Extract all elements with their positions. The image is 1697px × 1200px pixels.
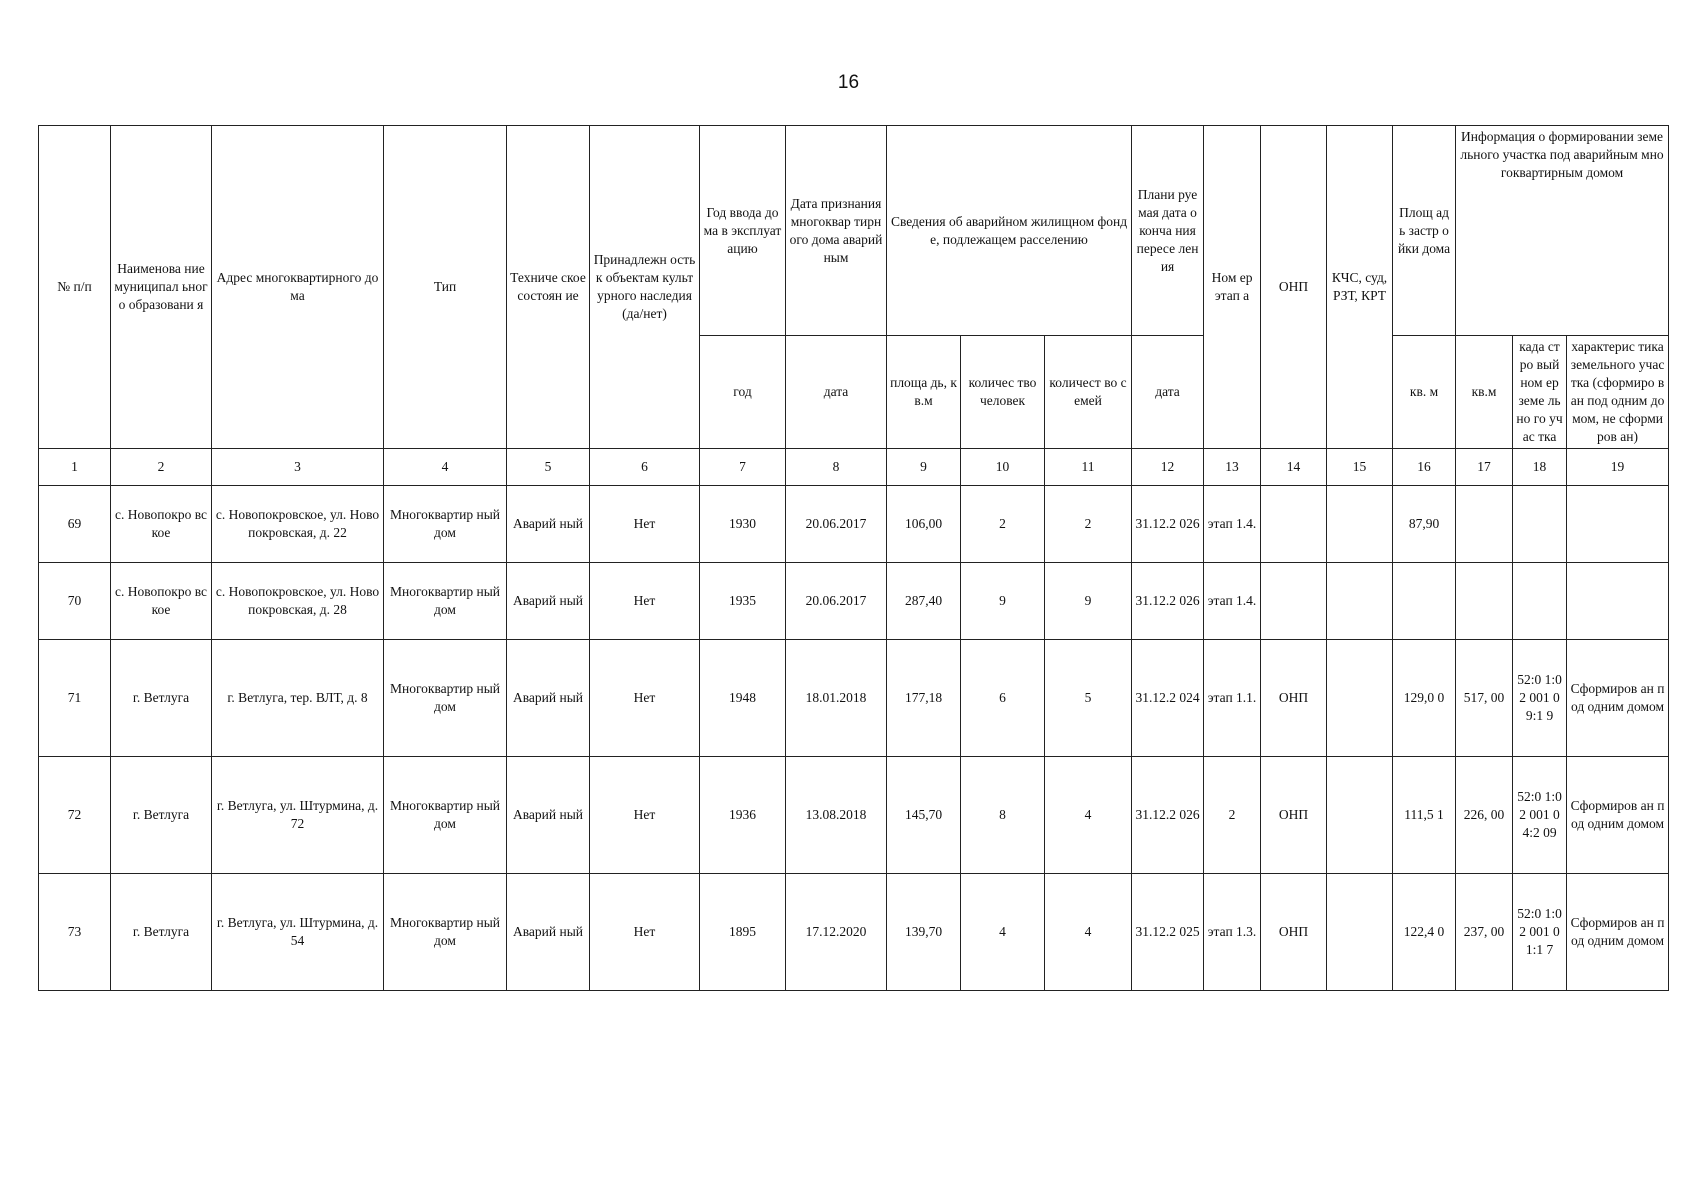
cell-plot-area: 517, 00 — [1456, 640, 1513, 757]
subheader-family-count: количест во семей — [1045, 336, 1132, 449]
header-address: Адрес многоквартирного дома — [212, 126, 384, 449]
cell-plot-characteristic — [1567, 486, 1669, 563]
column-number: 8 — [786, 449, 887, 486]
cell-type: Многоквартир ный дом — [384, 486, 507, 563]
cell-people-count: 4 — [961, 874, 1045, 991]
cell-cultural-heritage: Нет — [590, 563, 700, 640]
cell-kchs — [1327, 757, 1393, 874]
column-number: 2 — [111, 449, 212, 486]
cell-commission-year: 1930 — [700, 486, 786, 563]
cell-cultural-heritage: Нет — [590, 486, 700, 563]
cell-building-area: 129,0 0 — [1393, 640, 1456, 757]
cell-people-count: 9 — [961, 563, 1045, 640]
cell-family-count: 2 — [1045, 486, 1132, 563]
column-number: 5 — [507, 449, 590, 486]
cell-plot-characteristic: Сформиров ан под одним домом — [1567, 874, 1669, 991]
cell-plot-area — [1456, 486, 1513, 563]
cell-technical-state: Аварий ный — [507, 640, 590, 757]
cell-address: г. Ветлуга, ул. Штурмина, д. 72 — [212, 757, 384, 874]
cell-stage: этап 1.3. — [1204, 874, 1261, 991]
cell-municipality: с. Новопокро вское — [111, 563, 212, 640]
cell-cadastral-number: 52:0 1:02 001 09:1 9 — [1513, 640, 1567, 757]
cell-plot-area — [1456, 563, 1513, 640]
cell-technical-state: Аварий ный — [507, 486, 590, 563]
header-row-number: № п/п — [39, 126, 111, 449]
column-number: 12 — [1132, 449, 1204, 486]
cell-plot-area: 226, 00 — [1456, 757, 1513, 874]
cell-type: Многоквартир ный дом — [384, 563, 507, 640]
cell-plot-area: 237, 00 — [1456, 874, 1513, 991]
header-building-area: Площ адь застр ойки дома — [1393, 126, 1456, 336]
header-municipality: Наименова ние муниципал ьного образовани я — [111, 126, 212, 449]
column-number: 16 — [1393, 449, 1456, 486]
column-number: 3 — [212, 449, 384, 486]
cell-cultural-heritage: Нет — [590, 757, 700, 874]
cell-area: 139,70 — [887, 874, 961, 991]
header-commission-year: Год ввода дома в эксплуат ацию — [700, 126, 786, 336]
cell-cadastral-number — [1513, 486, 1567, 563]
header-cultural-heritage: Принадлежн ость к объектам культурного наследия (да/нет) — [590, 126, 700, 449]
cell-address: с. Новопокровское, ул. Новопокровская, д. 22 — [212, 486, 384, 563]
cell-emergency-date: 17.12.2020 — [786, 874, 887, 991]
cell-stage: этап 1.4. — [1204, 486, 1261, 563]
cell-plot-characteristic: Сформиров ан под одним домом — [1567, 757, 1669, 874]
column-number: 19 — [1567, 449, 1669, 486]
column-number: 17 — [1456, 449, 1513, 486]
page-number: 16 — [837, 72, 860, 93]
cell-municipality: г. Ветлуга — [111, 757, 212, 874]
cell-row-number: 69 — [39, 486, 111, 563]
header-plot-characteristic: характерис тика земельного участка (сформиро ван под одним домом, не сформиров ан) — [1567, 336, 1669, 449]
cell-emergency-date: 18.01.2018 — [786, 640, 887, 757]
column-number: 11 — [1045, 449, 1132, 486]
cell-people-count: 8 — [961, 757, 1045, 874]
subheader-people-count: количес тво человек — [961, 336, 1045, 449]
subheader-resettlement-date: дата — [1132, 336, 1204, 449]
cell-commission-year: 1895 — [700, 874, 786, 991]
column-number: 14 — [1261, 449, 1327, 486]
cell-commission-year: 1936 — [700, 757, 786, 874]
cell-area: 287,40 — [887, 563, 961, 640]
cell-row-number: 72 — [39, 757, 111, 874]
cell-building-area — [1393, 563, 1456, 640]
cell-cultural-heritage: Нет — [590, 640, 700, 757]
cell-area: 145,70 — [887, 757, 961, 874]
cell-cadastral-number: 52:0 1:02 001 01:1 7 — [1513, 874, 1567, 991]
cell-row-number: 71 — [39, 640, 111, 757]
cell-people-count: 6 — [961, 640, 1045, 757]
cell-stage: этап 1.4. — [1204, 563, 1261, 640]
header-planned-resettlement-date: Плани руемая дата оконча ния пересе ления — [1132, 126, 1204, 336]
cell-stage: этап 1.1. — [1204, 640, 1261, 757]
cell-resettlement-date: 31.12.2 026 — [1132, 563, 1204, 640]
cell-emergency-date: 20.06.2017 — [786, 486, 887, 563]
table-row — [39, 757, 1669, 874]
cell-kchs — [1327, 874, 1393, 991]
cell-municipality: г. Ветлуга — [111, 640, 212, 757]
column-number: 4 — [384, 449, 507, 486]
cell-row-number: 73 — [39, 874, 111, 991]
cell-type: Многоквартир ный дом — [384, 757, 507, 874]
cell-municipality: с. Новопокро вское — [111, 486, 212, 563]
cell-stage: 2 — [1204, 757, 1261, 874]
column-numbers-row — [39, 449, 1669, 486]
cell-onp: ОНП — [1261, 874, 1327, 991]
column-number: 1 — [39, 449, 111, 486]
cell-building-area: 111,5 1 — [1393, 757, 1456, 874]
header-land-plot-info: Информация о формировании земельного участка под аварийным многоквартирным домом — [1456, 126, 1669, 336]
cell-resettlement-date: 31.12.2 025 — [1132, 874, 1204, 991]
cell-kchs — [1327, 563, 1393, 640]
table-row — [39, 486, 1669, 563]
header-emergency-fund-info: Сведения об аварийном жилищном фонде, подлежащем расселению — [887, 126, 1132, 336]
header-technical-state: Техниче ское состоян ие — [507, 126, 590, 449]
cell-onp: ОНП — [1261, 757, 1327, 874]
cell-emergency-date: 20.06.2017 — [786, 563, 887, 640]
column-number: 13 — [1204, 449, 1261, 486]
cell-plot-characteristic — [1567, 563, 1669, 640]
table-row — [39, 874, 1669, 991]
cell-family-count: 5 — [1045, 640, 1132, 757]
cell-address: г. Ветлуга, тер. ВЛТ, д. 8 — [212, 640, 384, 757]
cell-people-count: 2 — [961, 486, 1045, 563]
header-kchs: КЧС, суд, РЗТ, КРТ — [1327, 126, 1393, 449]
cell-building-area: 122,4 0 — [1393, 874, 1456, 991]
cell-family-count: 9 — [1045, 563, 1132, 640]
cell-family-count: 4 — [1045, 874, 1132, 991]
cell-resettlement-date: 31.12.2 024 — [1132, 640, 1204, 757]
cell-technical-state: Аварий ный — [507, 874, 590, 991]
column-number: 10 — [961, 449, 1045, 486]
cell-row-number: 70 — [39, 563, 111, 640]
cell-cadastral-number: 52:0 1:02 001 04:2 09 — [1513, 757, 1567, 874]
cell-commission-year: 1948 — [700, 640, 786, 757]
header-onp: ОНП — [1261, 126, 1327, 449]
subheader-date: дата — [786, 336, 887, 449]
column-number: 15 — [1327, 449, 1393, 486]
subheader-building-area-unit: кв. м — [1393, 336, 1456, 449]
cell-kchs — [1327, 640, 1393, 757]
cell-building-area: 87,90 — [1393, 486, 1456, 563]
cell-municipality: г. Ветлуга — [111, 874, 212, 991]
cell-address: с. Новопокровское, ул. Новопокровская, д. 28 — [212, 563, 384, 640]
header-type: Тип — [384, 126, 507, 449]
cell-technical-state: Аварий ный — [507, 563, 590, 640]
cell-cadastral-number — [1513, 563, 1567, 640]
cell-area: 177,18 — [887, 640, 961, 757]
subheader-year: год — [700, 336, 786, 449]
cell-cultural-heritage: Нет — [590, 874, 700, 991]
emergency-housing-table — [38, 125, 1669, 991]
cell-resettlement-date: 31.12.2 026 — [1132, 757, 1204, 874]
column-number: 18 — [1513, 449, 1567, 486]
cell-commission-year: 1935 — [700, 563, 786, 640]
header-emergency-date: Дата признания многоквар тирного дома аварийным — [786, 126, 887, 336]
cell-emergency-date: 13.08.2018 — [786, 757, 887, 874]
cell-family-count: 4 — [1045, 757, 1132, 874]
cell-technical-state: Аварий ный — [507, 757, 590, 874]
cell-type: Многоквартир ный дом — [384, 640, 507, 757]
cell-address: г. Ветлуга, ул. Штурмина, д. 54 — [212, 874, 384, 991]
table-row — [39, 563, 1669, 640]
cell-onp: ОНП — [1261, 640, 1327, 757]
column-number: 9 — [887, 449, 961, 486]
table-row — [39, 640, 1669, 757]
cell-plot-characteristic: Сформиров ан под одним домом — [1567, 640, 1669, 757]
cell-area: 106,00 — [887, 486, 961, 563]
cell-resettlement-date: 31.12.2 026 — [1132, 486, 1204, 563]
column-number: 6 — [590, 449, 700, 486]
cell-type: Многоквартир ный дом — [384, 874, 507, 991]
subheader-area: площа дь, кв.м — [887, 336, 961, 449]
column-number: 7 — [700, 449, 786, 486]
subheader-plot-area-unit: кв.м — [1456, 336, 1513, 449]
cell-kchs — [1327, 486, 1393, 563]
header-cadastral-number: када стро вый ном ер земе льно го учас тка — [1513, 336, 1567, 449]
cell-onp — [1261, 486, 1327, 563]
header-stage-number: Ном ер этап а — [1204, 126, 1261, 449]
cell-onp — [1261, 563, 1327, 640]
